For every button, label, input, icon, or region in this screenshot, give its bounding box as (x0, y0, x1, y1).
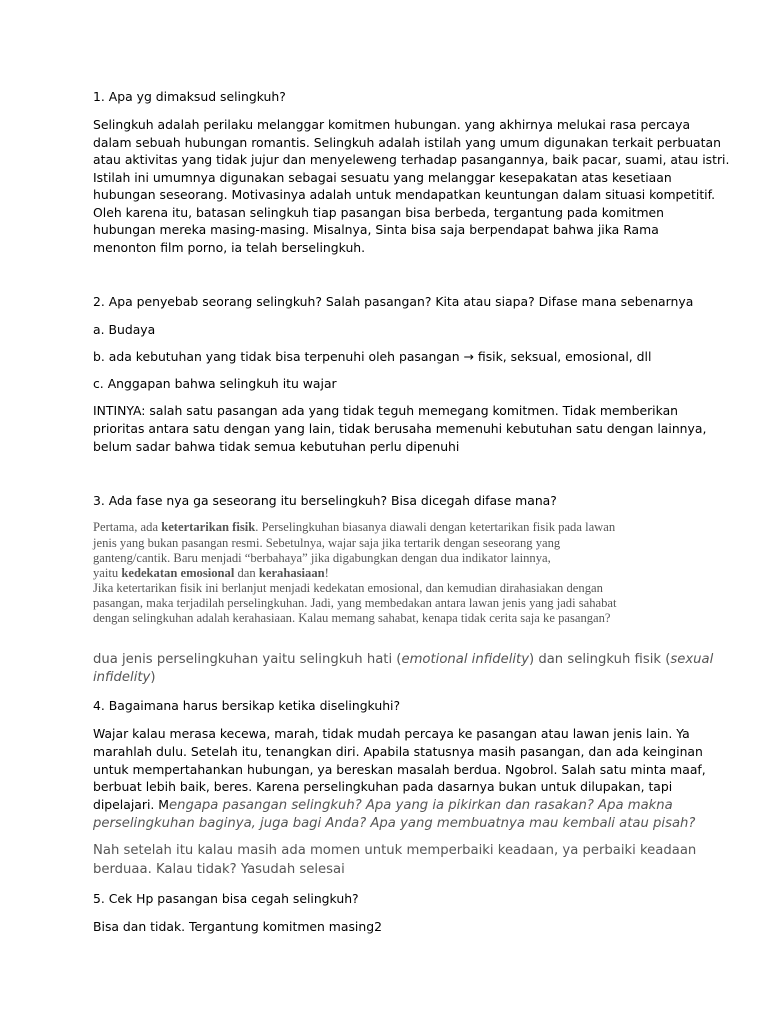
answer-4-line: untuk mempertahankan hubungan, ya bereskan masalah berdua. Ngobrol. Salah satu minta maaf, (93, 762, 706, 777)
answer-4-line: marahlah dulu. Setelah itu, tenangkan diri. Apabila statusnya masih pasangan, dan ada keinginan (93, 744, 703, 759)
answer-4-line (93, 814, 696, 832)
types-term: sexual (670, 652, 714, 667)
answer-4-question-italic: engapa pasangan selingkuh? Apa yang ia pikirkan dan rasakan? Apa makna (168, 798, 673, 813)
answer-4-line (93, 796, 683, 814)
quote-emphasis: kedekatan emosional (121, 566, 235, 580)
question-3: 3. Ada fase nya ga seseorang itu berselingkuh? Bisa dicegah difase mana? (93, 493, 557, 508)
question-5: 5. Cek Hp pasangan bisa cegah selingkuh? (93, 891, 359, 906)
quote-text: ! (324, 566, 329, 580)
answer-4-line: Wajar kalau merasa kecewa, marah, tidak mudah percaya ke pasangan atau lawan jenis lain. Ya (93, 726, 690, 741)
quote-text: Pertama, ada (93, 520, 162, 534)
answer-1-line: menonton film porno, ia telah berselingkuh. (93, 239, 366, 255)
types-text: dua jenis perselingkuhan yaitu selingkuh hati ( (93, 652, 402, 667)
infidelity-types-line (93, 651, 714, 670)
quote-emphasis: kerahasiaan (258, 566, 325, 580)
answer-1-line: atau aktivitas yang tidak jujur dan menyeleweng terhadap pasangannya, baik pacar, suami, atau istri. (93, 152, 730, 167)
quote-line: dengan selingkuhan adalah kerahasiaan. Kalau memang sahabat, kenapa tidak cerita saja ke pasangan? (93, 611, 611, 625)
types-text: ) dan selingkuh fisik ( (529, 652, 671, 667)
answer-4-line: berbuat lebih baik, beres. Karena perselingkuhan pada dasarnya bukan untuk dilupakan, tapi (93, 779, 673, 794)
question-1: 1. Apa yg dimaksud selingkuh? (93, 89, 286, 104)
types-text: ) (150, 670, 156, 685)
answer-5: Bisa dan tidak. Tergantung komitmen masing2 (93, 919, 382, 934)
quote-line: ganteng/cantik. Baru menjadi “berbahaya” jika digabungkan dengan dua indikator lainnya, (93, 551, 551, 565)
quote-line: pasangan, maka terjadilah perselingkuhan. Jadi, yang membedakan antara lawan jenis yang jadi sahabat (93, 596, 617, 610)
types-term: emotional infidelity (401, 652, 530, 667)
quote-text: . Perselingkuhan biasanya diawali dengan ketertarikan fisik pada lawan (255, 520, 616, 534)
question-4: 4. Bagaimana harus bersikap ketika diselingkuhi? (93, 698, 401, 713)
quote-line (93, 566, 683, 581)
answer-2-summary-line: prioritas antara satu dengan yang lain, tidak berusaha memenuhi kebutuhan satu dengan lainnya, (93, 421, 707, 436)
quote-line: Jika ketertarikan fisik ini berlanjut menjadi kedekatan emosional, dan kemudian dirahasiakan dengan (93, 581, 603, 595)
answer-2-summary-line: belum sadar bahwa tidak semua kebutuhan perlu dipenuhi (93, 439, 460, 454)
question-2: 2. Apa penyebab seorang selingkuh? Salah pasangan? Kita atau siapa? Difase mana sebenarnya (93, 294, 694, 309)
types-term: infidelity (93, 670, 151, 685)
answer-1-line: Selingkuh adalah perilaku melanggar komitmen hubungan. yang akhirnya melukai rasa percaya (93, 117, 691, 132)
quote-text: dan (234, 566, 259, 580)
followup-line: berduaa. Kalau tidak? Yasudah selesai (93, 862, 345, 877)
quote-line (93, 520, 683, 535)
answer-2-item-a: a. Budaya (93, 322, 156, 337)
answer-1-line: hubungan seseorang. Motivasinya adalah untuk mendapatkan keuntungan dalam situasi kompetitif. (93, 187, 716, 202)
item-b-list: fisik, seksual, emosional, dll (477, 349, 652, 364)
item-b-text: b. ada kebutuhan yang tidak bisa terpenuhi oleh pasangan (93, 349, 460, 364)
answer-2-item-c: c. Anggapan bahwa selingkuh itu wajar (93, 376, 337, 391)
answer-4-question-italic: perselingkuhan baginya, juga bagi Anda? Apa yang membuatnya mau kembali atau pisah? (93, 816, 696, 831)
quote-text: yaitu (93, 566, 122, 580)
answer-1-line: Istilah ini umumnya digunakan sebagai sesuatu yang melanggar kesepakatan atas kesetiaan (93, 169, 672, 185)
quote-emphasis: ketertarikan fisik (161, 520, 256, 534)
followup-line: Nah setelah itu kalau masih ada momen untuk memperbaiki keadaan, ya perbaiki keadaan (93, 843, 697, 858)
quote-line: jenis yang bukan pasangan resmi. Sebetulnya, wajar saja jika tertarik dengan seseorang yang (93, 536, 561, 550)
answer-2-summary-line: INTINYA: salah satu pasangan ada yang tidak teguh memegang komitmen. Tidak memberikan (93, 403, 679, 418)
infidelity-types-line (93, 669, 683, 688)
answer-4-text: dipelajari. M (93, 797, 169, 812)
answer-1-line: dalam sebuah hubungan romantis. Selingkuh adalah istilah yang umum digunakan terkait perbuatan (93, 134, 721, 150)
arrow-right-icon: → (463, 349, 474, 364)
answer-1-line: hubungan mereka masing-masing. Misalnya, Sinta bisa saja berpendapat bahwa jika Rama (93, 222, 659, 237)
answer-1-line: Oleh karena itu, batasan selingkuh tiap pasangan bisa berbeda, tergantung pada komitmen (93, 204, 665, 220)
answer-2-item-b (93, 348, 683, 365)
